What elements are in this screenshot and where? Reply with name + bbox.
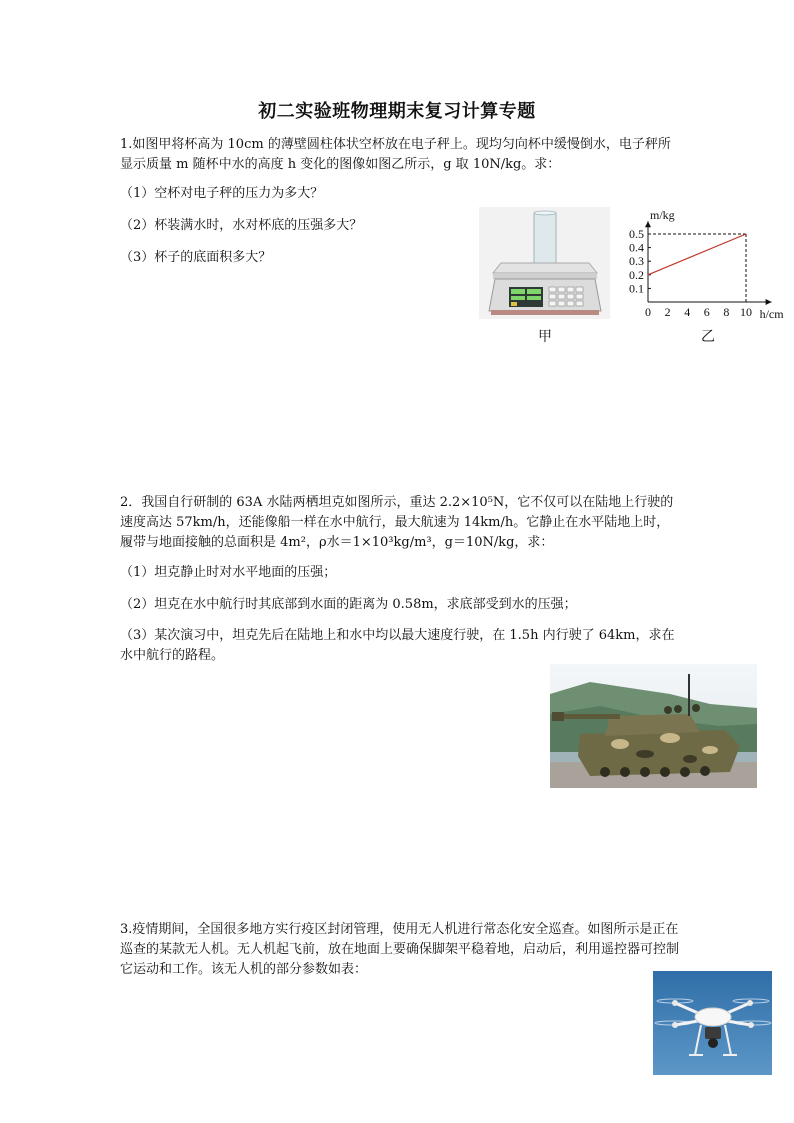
electronic-scale-photo bbox=[479, 207, 610, 319]
x-tick-label: 4 bbox=[684, 305, 691, 319]
drone-photo bbox=[653, 971, 772, 1075]
y-tick-label: 0.5 bbox=[629, 227, 644, 241]
q1-sub1: （1）空杯对电子秤的压力为多大？ bbox=[120, 186, 324, 201]
x-axis-label: h/cm bbox=[759, 307, 784, 321]
y-tick-label: 0.3 bbox=[629, 254, 644, 269]
mass-height-line bbox=[648, 234, 746, 275]
figure-a-label: 甲 bbox=[538, 329, 552, 345]
x-axis-arrow bbox=[766, 299, 772, 305]
q1-stem: 1.如图甲将杯高为 10cm 的薄壁圆柱体状空杯放在电子秤上。现均匀向杯中缓慢倒水，电子秤所显示质量 m 随杯中水的高度 h 变化的图像如图乙所示，g 取 10N/kg。求： bbox=[120, 137, 671, 172]
amphibious-tank-photo bbox=[550, 664, 757, 788]
q2-sub3: （3）某次演习中，坦克先后在陆地上和水中均以最大速度行驶，在 1.5h 内行驶了 64km，求在水中航行的路程。 bbox=[120, 628, 675, 663]
q2-stem: 2．我国自行研制的 63A 水陆两栖坦克如图所示，重达 2.2×10⁵N，它不仅可以在陆地上行驶的速度高达 57km/h，还能像船一样在水中航行，最大航速为 14km/h。它静止在水平陆地上时，履带与地面接触的总面积是 4m²，ρ水＝1×10³kg/m³，g＝10N/kg，求： bbox=[120, 495, 674, 550]
x-tick-label: 2 bbox=[664, 305, 671, 319]
q1-sub3: （3）杯子的底面积多大？ bbox=[120, 250, 272, 265]
y-axis-label: m/kg bbox=[650, 208, 675, 223]
x-tick-label: 10 bbox=[740, 305, 752, 319]
y-tick-label: 0.4 bbox=[629, 240, 644, 255]
x-tick-label: 0 bbox=[645, 305, 651, 319]
y-tick-label: 0.1 bbox=[629, 281, 644, 296]
page-title: 初二实验班物理期末复习计算专题 bbox=[258, 101, 536, 122]
figure-b-label: 乙 bbox=[701, 329, 715, 345]
y-tick-label: 0.2 bbox=[629, 267, 644, 282]
q2-sub1: （1）坦克静止时对水平地面的压强； bbox=[120, 565, 337, 580]
q1-sub2: （2）杯装满水时，水对杯底的压强多大？ bbox=[120, 218, 363, 233]
x-tick-label: 8 bbox=[723, 305, 730, 319]
q3-stem: 3.疫情期间，全国很多地方实行疫区封闭管理，使用无人机进行常态化安全巡查。如图所示是正在巡查的某款无人机。无人机起飞前，放在地面上要确保脚架平稳着地，启动后，利用遥控器可控制它运动和工作。该无人机的部分参数如表： bbox=[120, 922, 680, 977]
mass-height-graph bbox=[620, 190, 790, 330]
q2-sub2: （2）坦克在水中航行时其底部到水面的距离为 0.58m，求底部受到水的压强； bbox=[120, 597, 577, 612]
x-tick-label: 6 bbox=[703, 305, 710, 319]
